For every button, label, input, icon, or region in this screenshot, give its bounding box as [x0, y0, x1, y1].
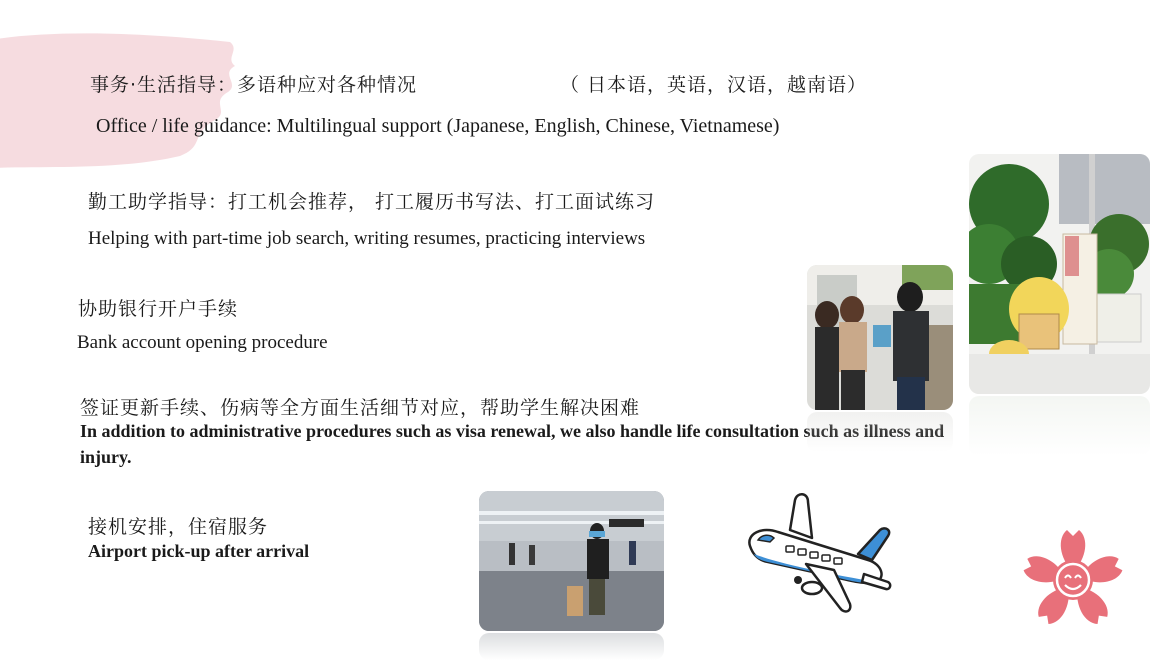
- shrine-desk-photo: [969, 154, 1150, 394]
- airport-photo: [479, 491, 664, 631]
- shrine-desk-photo-reflection: [969, 396, 1150, 456]
- pink-brush-stroke: [0, 30, 240, 170]
- office-guidance-cn: 事务·生活指导：多语种应对各种情况: [90, 74, 418, 96]
- airport-pickup-cn: 接机安排，住宿服务: [88, 516, 269, 538]
- job-guidance-cn: 勤工助学指导：打工机会推荐， 打工履历书写法、打工面试练习: [88, 191, 656, 213]
- airport-photo-reflection: [479, 633, 664, 660]
- visa-support-cn: 签证更新手续、伤病等全方面生活细节对应，帮助学生解决困难: [80, 397, 641, 419]
- job-guidance-en: Helping with part-time job search, writing resumes, practicing interviews: [88, 228, 646, 249]
- airport-pickup-en: Airport pick-up after arrival: [88, 541, 310, 561]
- bank-account-en: Bank account opening procedure: [77, 332, 328, 353]
- sakura-logo-icon: [1018, 525, 1128, 635]
- bank-photo-reflection: [807, 412, 953, 452]
- airplane-icon: [740, 490, 895, 620]
- bank-account-cn: 协助银行开户手续: [78, 298, 239, 320]
- bank-photo: [807, 265, 953, 410]
- office-guidance-en: Office / life guidance: Multilingual support (Japanese, English, Chinese, Vietnamese): [96, 115, 780, 137]
- visa-support-en: In addition to administrative procedures such as visa renewal, we also handle life consultation such as illness and injury.: [80, 421, 945, 467]
- office-guidance-langs-cn: （ 日本语，英语，汉语，越南语）: [560, 74, 868, 96]
